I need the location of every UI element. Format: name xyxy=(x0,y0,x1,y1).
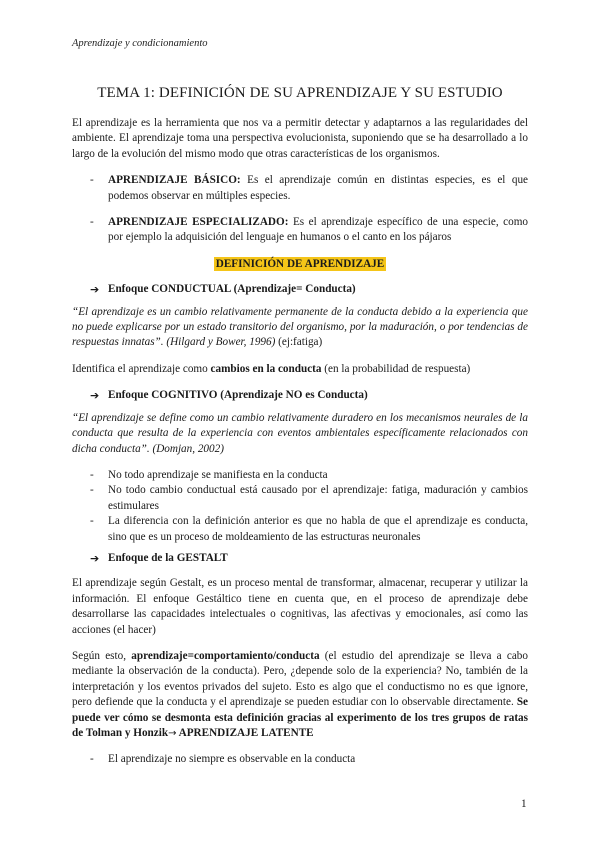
conductual-heading xyxy=(72,282,528,297)
gestalt-p2-bold3: APRENDIZAJE LATENTE xyxy=(176,727,314,739)
cognitivo-quote: “El aprendizaje se define como un cambio relativamente duradero en los mecanismos neurales de la conducta que resulta de la experiencia con eventos ambientales específicamente relacionados con dicha conducta”. (Domjan, 2002) xyxy=(72,411,528,455)
intro-paragraph: El aprendizaje es la herramienta que nos va a permitir detectar y adaptarnos a las regularidades del ambiente. El aprendizaje toma una perspectiva evolucionista, suponiendo que se ha desarrollado a lo largo de la evolución del mismo modo que otras características de los organismos. xyxy=(72,117,528,160)
conductual-identify xyxy=(72,362,528,377)
gestalt-p2-bold2: Se puede ver cómo se desmonta esta definición gracias al experimento de los tres grupos de ratas de Tolman y Honzik xyxy=(72,696,528,739)
cognitivo-bullets xyxy=(72,468,528,545)
definition-heading xyxy=(72,257,528,272)
conductual-quote xyxy=(72,305,528,351)
conductual-quote-text: “El aprendizaje es un cambio relativamente permanente de la conducta debido a la experiencia que no puede explicarse por un estado transitorio del organismo, por la maduración, o por tendencias de respuestas innatas”. (Hilgard y Bower, 1996) xyxy=(72,305,528,349)
conductual-quote-tail: (ej:fatiga) xyxy=(275,336,323,349)
gestalt-paragraph-1: El aprendizaje según Gestalt, es un proceso mental de transformar, almacenar, recuperar y utilizar la información. El enfoque Gestáltico tiene en cuenta que, en el proceso de aprendizaje debe desarrollarse las capacidades intelectuales o cognitivas, las afectivas y emocionales, así como las acciones (el hacer) xyxy=(72,577,528,636)
cognitivo-heading-text: Enfoque COGNITIVO (Aprendizaje NO es Conducta) xyxy=(108,389,368,402)
learning-types-list xyxy=(72,173,528,246)
conductual-heading-text: Enfoque CONDUCTUAL (Aprendizaje= Conducta) xyxy=(108,283,356,296)
inline-arrow-icon: → xyxy=(168,728,177,739)
list-item: - No todo cambio conductual está causado por el aprendizaje: fatiga, maduración y cambios estimulares xyxy=(72,483,528,514)
list-item: - No todo aprendizaje se manifiesta en la conducta xyxy=(72,468,528,483)
list-item: - El aprendizaje no siempre es observable en la conducta xyxy=(72,752,528,767)
gestalt-heading-text: Enfoque de la GESTALT xyxy=(108,551,228,564)
identify-bold: cambios en la conducta xyxy=(210,362,322,375)
list-item xyxy=(72,215,528,246)
gestalt-bullets xyxy=(72,752,528,767)
gestalt-p2-pre: Según esto, xyxy=(72,649,132,662)
term-basico-text: Es el aprendizaje común en distintas especies, es el que podemos observar en múltiples especies. xyxy=(108,174,529,202)
page-content xyxy=(72,84,528,768)
arrow-icon: ➔ xyxy=(90,283,100,297)
list-item xyxy=(72,173,528,204)
page-number: 1 xyxy=(521,798,527,810)
arrow-icon: ➔ xyxy=(90,389,100,403)
page-title: TEMA 1: DEFINICIÓN DE SU APRENDIZAJE Y SU ESTUDIO xyxy=(97,85,503,101)
gestalt-p2-bold1: aprendizaje=comportamiento/conducta xyxy=(131,649,320,662)
identify-pre: Identifica el aprendizaje como xyxy=(72,362,211,375)
list-item: - La diferencia con la definición anterior es que no habla de que el aprendizaje es conducta, sino que es un proceso de moldeamiento de las estructuras neuronales xyxy=(72,514,528,545)
arrow-icon: ➔ xyxy=(90,551,100,565)
definition-heading-highlight: DEFINICIÓN DE APRENDIZAJE xyxy=(215,257,385,270)
gestalt-heading xyxy=(72,551,528,566)
term-especializado-text: Es el aprendizaje específico de una especie, como por ejemplo la adquisición del lenguaje en humanos o el canto en los pájaros xyxy=(108,216,528,244)
gestalt-p2-mid: (el estudio del aprendizaje se lleva a cabo mediante la observación de la conducta). Pero, ¿depende solo de la experiencia? No, también de la interpretación y los eventos privados del sujeto. Esto es algo que el conductismo no es que ignore, pero defiende que la conducta y el aprendizaje se pueden estudiar con lo observable directamente. xyxy=(72,649,528,709)
cognitivo-heading xyxy=(72,388,528,403)
term-basico: APRENDIZAJE BÁSICO: xyxy=(108,174,241,187)
running-header: Aprendizaje y condicionamiento xyxy=(72,38,208,49)
term-especializado: APRENDIZAJE ESPECIALIZADO: xyxy=(108,216,289,229)
identify-post: (en la probabilidad de respuesta) xyxy=(321,362,471,375)
gestalt-paragraph-2 xyxy=(72,649,528,741)
